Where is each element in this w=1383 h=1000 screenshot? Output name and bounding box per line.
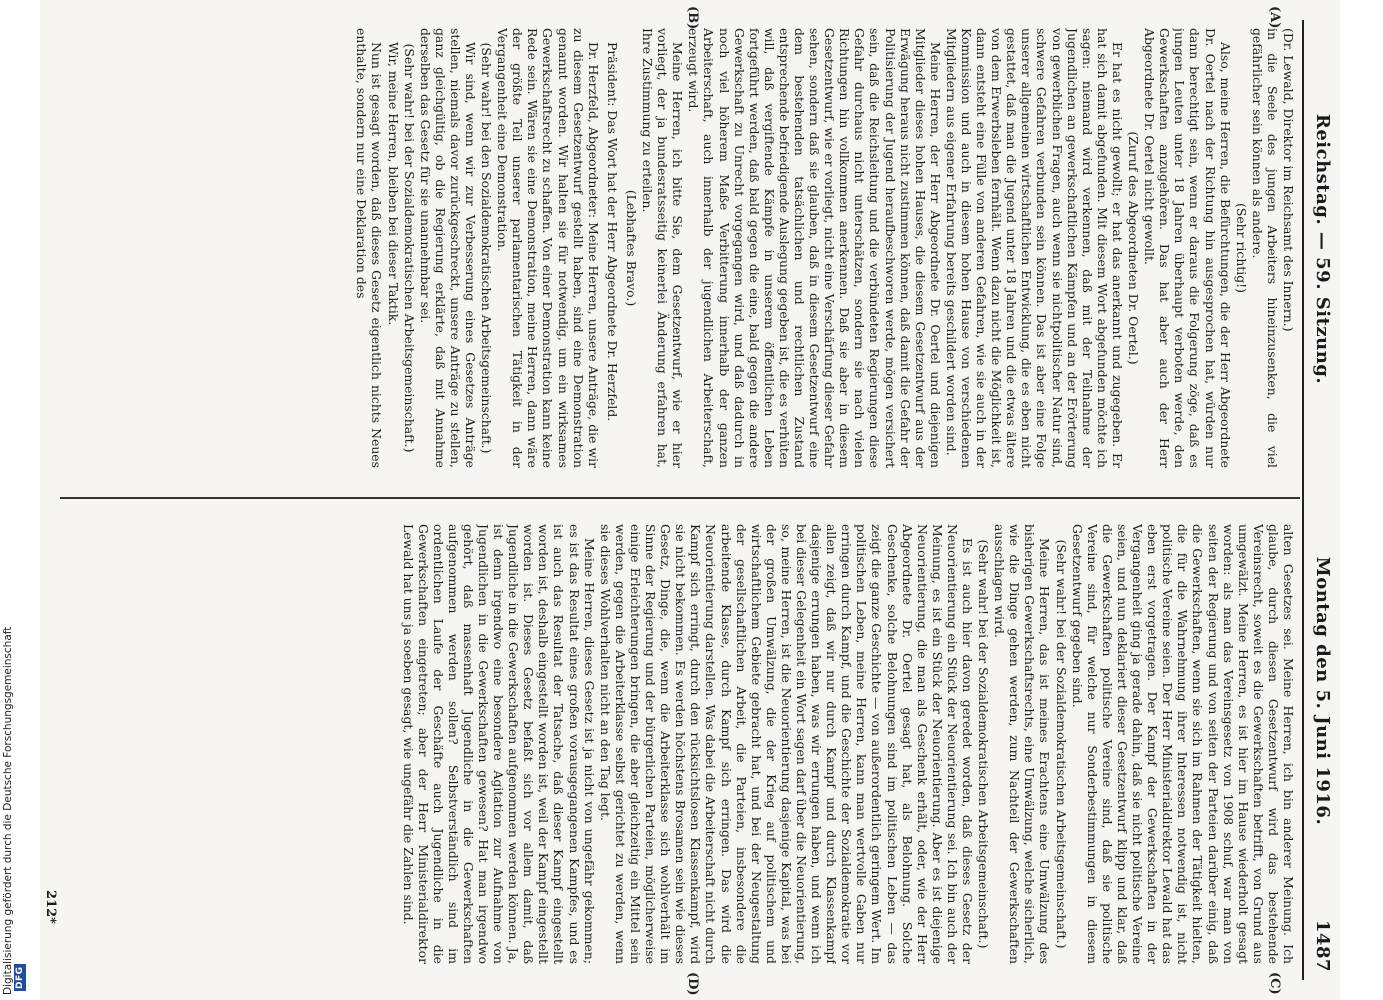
left-column-paragraph: Nun ist gesagt worden, daß dieses Gesetz eigentlich nichts Neues enthalte, sondern nur eine Deklaration des — [354, 28, 385, 468]
left-column-paragraph: (Sehr wahr! bei den Sozialdemokratischen Arbeitsgemeinschaft.) — [479, 42, 495, 454]
right-column-paragraph: (Sehr wahr! bei der Sozialdemokratischen Arbeitsgemeinschaft.) — [1053, 539, 1069, 949]
rotated-page — [40, 0, 1340, 1000]
margin-marker-b: (B) — [685, 6, 700, 30]
left-column-paragraph: Dr. Herzfeld, Abgeordneter: Meine Herren, unsere Anträge, die wir zu diesem Gesetzentwurf gestellt haben, sind eine Demonstration genannt worden. Wir halten sie für notwendig, um ein wirksames Gewerkschaftsrecht zu schaffen. Von einer Demonstration kann keine Rede sein. Wären sie eine Demonstration, meine Herren, dann wäre der größte Teil unserer parlamentarischen Tätigkeit in der Vergangenheit eine Demonstration. — [495, 28, 601, 468]
page-header — [1306, 28, 1340, 972]
left-column-paragraph: Präsident: Das Wort hat der Herr Abgeordnete Dr. Herzfeld. — [604, 42, 620, 422]
margin-marker-d: (D) — [685, 972, 700, 996]
right-column-paragraph: alten Gesetzes sei. Meine Herren, ich bin anderer Meinung. Ich glaube, durch diesen Gesetzentwurf wird das bestehende Vereinsrecht, soweit es die Gewerkschaften betrifft, von Grund aus umgewälzt. Meine Herren, es ist hier im Hause wiederholt gesagt worden: als man das Vereinsgesetz von 1908 schuf, war man von seiten der Regierung und von seiten der Parteien darüber einig, daß die Gewerkschaften, wenn sie sich im Rahmen der Tätigkeit hielten, die für die Wahrnehmung ihrer Interessen notwendig ist, nicht politische Vereine seien. Der Herr Ministerialdirektor Lewald hat das eben erst vorgetragen. Der Kampf der Gewerkschaften in der Vergangenheit ging ja gerade dahin, daß sie nicht politische Vereine seien, und nun deklariert dieser Gesetzentwurf klipp und klar, daß die Gewerkschaften politische Vereine sind, daß sie politische Vereine sind, für welche nur Sonderbestimmungen in diesem Gesetzentwurf gegeben sind. — [1069, 524, 1296, 964]
digitization-credit — [2, 610, 25, 995]
signature-number: 212* — [43, 890, 58, 924]
right-column-paragraph: (Sehr wahr! bei der Sozialdemokratischen Arbeitsgemeinschaft.) — [976, 539, 992, 949]
header-right-title: Montag den 5. Juni 1916. — [1312, 556, 1334, 826]
page-number: 1487 — [1312, 919, 1334, 972]
margin-marker-a: (A) — [1267, 6, 1282, 29]
left-column-paragraph: in die Seele des jungen Arbeiters hineinzusenken, die viel gefährlicher sein können als andere. — [1249, 28, 1280, 468]
left-column-paragraph: (Sehr richtig!) — [1233, 203, 1249, 293]
left-column-paragraph: (Sehr wahr! bei der Sozialdemokratischen Arbeitsgemeinschaft.) — [401, 43, 417, 453]
right-column-paragraph: Meine Herren, das ist meines Erachtens eine Umwälzung des bisherigen Gewerkschaftsrechts, eine Umwälzung, welche sicherlich, wie die Dinge gehen werden, zum Nachteil der Gewerkschaften ausschlagen wird. — [992, 524, 1053, 964]
left-column-paragraph: Meine Herren, ich bitte Sie, dem Gesetzentwurf, wie er hier vorliegt, der ja bundesratsseitig keinerlei Änderung erfahren hat, Ihre Zustimmung zu erteilen. — [640, 28, 686, 468]
left-column-paragraph: Wir, meine Herren, bleiben bei dieser Taktik. — [385, 42, 401, 326]
right-column-paragraph: Es ist auch hier davon geredet worden, daß dieses Gesetz der Neuorientierung ein Stück der Neuorientierung sei. Ich bin auch der Meinung, es ist ein Stück der Neuorientierung. Aber es ist diejenige Neuorientierung, die man als Geschenk erhält, oder, wie der Herr Abgeordnete Dr. Oertel gesagt hat, als Belohnung. Solche Geschenke, solche Belohnungen sind im politischen Leben — das zeigt die ganze Geschichte — von außerordentlich geringem Wert. Im politischen Leben, meine Herren, kann man wertvolle Gaben nur erringen durch Kampf, und die Geschichte der Sozialdemokratie vor allen zeigt, daß wir nur durch Kampf und durch Klassenkampf dasjenige errungen haben, was wir errungen haben, und wenn ich bei dieser Gelegenheit ein Wort sagen darf über die Neuorientierung, so, meine Herren, ist die Neuorientierung dasjenige Kapital, was bei der großen Umwälzung, die der Krieg auf politischem und wirtschaftlichem Gebiete gebracht hat, und bei der Neugestaltung der gesellschaftlichen Arbeit, die Parteien, insbesondere die arbeitende Klasse, durch Kampf sich erringen. Das wird die Neuorientierung darstellen. Was dabei die Arbeiterschaft nicht durch Kampf sich erringt, durch den rücksichtslosen Klassenkampf, wird sie nicht bekommen. Es werden höchstens Brosamen sein wie dieses Gesetz, Dinge, die, wenn die Arbeiterklasse sich wohlverhält im Sinne der Regierung und der bürgerlichen Parteien, möglicherweise einige Erleichterungen bringen, die aber gleichzeitig ein Mittel sein werden, gegen die Arbeiterklasse selbst gerichtet zu werden, wenn sie dieses Wohlverhalten nicht an den Tag legt. — [597, 524, 976, 964]
dfg-logo: DFG — [15, 966, 25, 989]
left-column-paragraph: Wir sind, wenn wir zur Verbesserung eines Gesetzes Anträge stellen, niemals davor zurückgeschreckt, unsere Anträge zu stellen, ganz gleichgültig, ob die Regierung erklärte, daß mit Annahme derselben das Gesetz für sie unannehmbar sei. — [417, 28, 479, 468]
left-column-paragraph: (Zuruf des Abgeordneten Dr. Oertel.) — [1126, 131, 1142, 365]
left-column-paragraph: (Dr. Lewald, Direktor im Reichsamt des Innern.) — [1281, 28, 1296, 332]
column-separator — [60, 497, 1300, 499]
left-text-column — [56, 28, 1296, 468]
right-text-column — [56, 524, 1296, 964]
left-column-paragraph: Er hat es nicht gewollt; er hat das anerkannt und zugegeben. Er hat sich damit abgefunden. Mit diesem Wort abgefunden möchte ich sagen: niemand wird verkennen, daß mit der Teilnahme der Jugendlichen an gewerkschaftlichen Kämpfen und an der Erörterung von gewerblichen Fragen, auch wenn sie nichtpolitischer Natur sind, schwere Gefahren verbunden sein können. Das ist aber eine Folge unserer allgemeinen wirtschaftlichen Entwicklung, die es eben nicht gestattet, daß man die Jugend unter 18 Jahren und die etwas ältere von dem Erwerbsleben fernhält. Wenn dazu nicht die Möglichkeit ist, dann entsteht eine Fülle von anderen Gefahren, wie sie auch in der Kommission und auch in diesem hohen Hause von verschiedenen Mitgliedern aus eigener Erfahrung bereits geschildert worden sind. — [943, 28, 1125, 468]
left-column-paragraph: Meine Herren, der Herr Abgeordnete Dr. Oertel und diejenigen Mitglieder dieses hohen Hauses, die diesem Gesetzentwurf aus der Erwägung heraus nicht zustimmen können, daß damit die Gefahr der Politisierung der Jugend heraufbeschworen werde, mögen versichert sein, daß die Reichsleitung und die verbündeten Regierungen diese Gefahr durchaus nicht unterschätzen, sondern sie nach vielen Richtungen hin vollkommen anerkennen. Daß sie aber in diesem Gesetzentwurf, wie er vorliegt, nicht eine Verschärfung dieser Gefahr sehen, sondern daß sie glauben, daß in diesem Gesetzentwurf eine dem bestehenden tatsächlichen und rechtlichen Zustand entsprechende befriedigende Auslegung gegeben ist, die es verhüten will, daß vergiftende Kämpfe in unserem öffentlichen Leben fortgeführt werden, daß bald gegen die eine, bald gegen die andere Gewerkschaft zu Unrecht vorgegangen wird, und daß dadurch in noch viel höherem Maße Verbitterung innerhalb der ganzen Arbeiterschaft, auch innerhalb der jugendlichen Arbeiterschaft, erzeugt wird. — [686, 28, 943, 468]
right-column-paragraph: Meine Herren, dieses Gesetz ist ja nicht von ungefähr gekommen; es ist das Resultat eines großen vorausgegangenen Kampfes, und es ist auch das Resultat der Tatsache, daß dieser Kampf eingestellt worden ist, deshalb eingestellt worden ist, weil der Kampf eingestellt worden ist. Dieses Gesetz befaßt sich vor allem damit, daß Jugendliche in die Gewerkschaften aufgenommen werden können. Ja, ist denn irgendwo eine besondere Agitation zur Aufnahme von Jugendlichen in die Gewerkschaften gewesen? Hat man irgendwo gehört, daß massenhaft Jugendliche in die Gewerkschaften aufgenommen werden sollen? Selbstverständlich sind im ordentlichen Laufe der Geschäfte auch Jugendliche in die Gewerkschaften eingetreten; aber der Herr Ministerialdirektor Lewald hat uns ja soeben gesagt, wie ungefähr die Zahlen sind. — [400, 524, 597, 964]
header-left-title: Reichstag. — 59. Sitzung. — [1312, 113, 1334, 385]
header-rule — [1302, 20, 1304, 980]
left-column-paragraph: Also, meine Herren, die Befürchtungen, die der Herr Abgeordnete Dr. Oertel nach der Richtung hin ausgesprochen hat, würden nur dann berechtigt sein, wenn er daraus die Folgerung zöge, daß es jungen Leuten unter 18 Jahren überhaupt verboten werde, den Gewerkschaften anzugehören. Das hat aber auch der Herr Abgeordnete Dr. Oertel nicht gewollt. — [1142, 28, 1233, 468]
credit-text: Digitalisierung gefördert durch die Deutsche Forschungsgemeinschaft — [2, 626, 14, 995]
margin-marker-c: (C) — [1267, 972, 1282, 995]
left-column-paragraph: (Lebhaftes Bravo.) — [623, 189, 639, 307]
